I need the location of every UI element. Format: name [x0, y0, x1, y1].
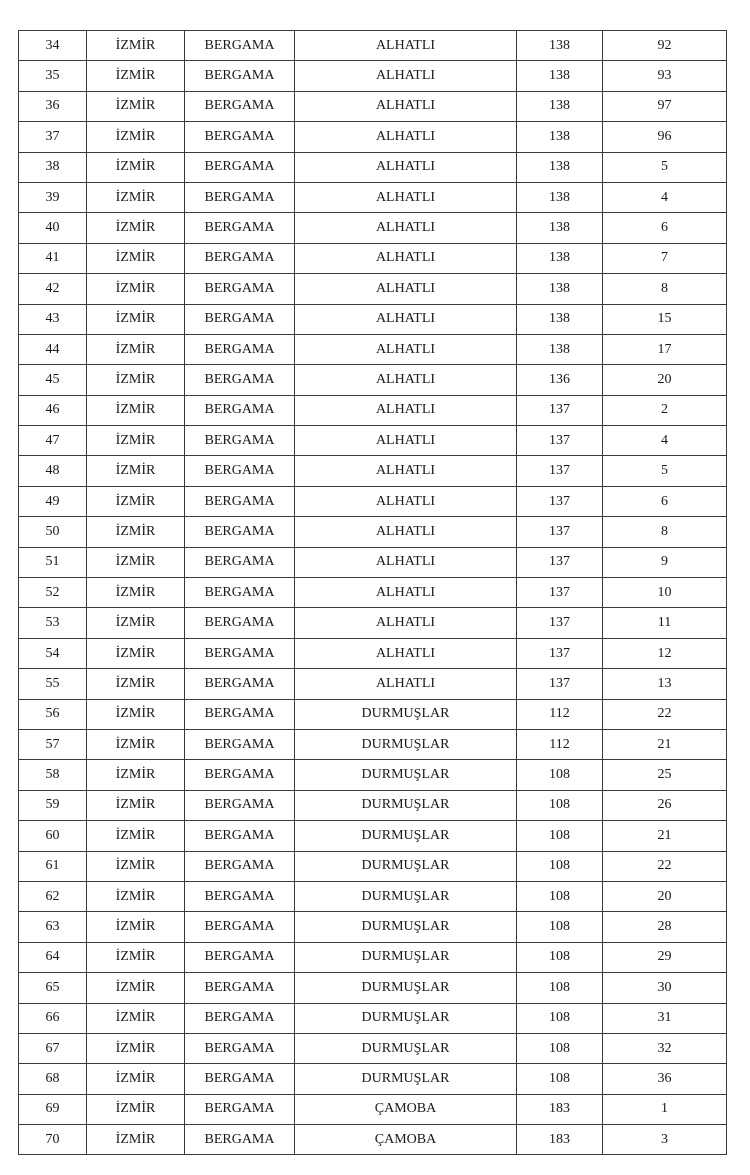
- neighborhood-cell: DURMUŞLAR: [295, 912, 517, 942]
- neighborhood-cell: ALHATLI: [295, 578, 517, 608]
- district-cell: BERGAMA: [185, 1064, 295, 1094]
- table-row: [19, 547, 727, 577]
- province-cell: İZMİR: [87, 486, 185, 516]
- row-number-cell: 47: [19, 426, 87, 456]
- row-number-cell: 36: [19, 91, 87, 121]
- province-cell: İZMİR: [87, 608, 185, 638]
- district-cell: BERGAMA: [185, 334, 295, 364]
- block-number-cell: 137: [517, 426, 603, 456]
- province-cell: İZMİR: [87, 973, 185, 1003]
- district-cell: BERGAMA: [185, 973, 295, 1003]
- row-number-cell: 50: [19, 517, 87, 547]
- row-number-cell: 70: [19, 1125, 87, 1155]
- block-number-cell: 108: [517, 821, 603, 851]
- district-cell: BERGAMA: [185, 881, 295, 911]
- row-number-cell: 53: [19, 608, 87, 638]
- table-row: [19, 274, 727, 304]
- table-row: [19, 152, 727, 182]
- parcel-number-cell: 36: [603, 1064, 727, 1094]
- district-cell: BERGAMA: [185, 152, 295, 182]
- parcel-number-cell: 4: [603, 426, 727, 456]
- neighborhood-cell: ÇAMOBA: [295, 1125, 517, 1155]
- block-number-cell: 136: [517, 365, 603, 395]
- parcel-number-cell: 26: [603, 790, 727, 820]
- block-number-cell: 138: [517, 152, 603, 182]
- province-cell: İZMİR: [87, 152, 185, 182]
- neighborhood-cell: ÇAMOBA: [295, 1094, 517, 1124]
- parcel-number-cell: 96: [603, 122, 727, 152]
- province-cell: İZMİR: [87, 31, 185, 61]
- neighborhood-cell: ALHATLI: [295, 334, 517, 364]
- district-cell: BERGAMA: [185, 942, 295, 972]
- row-number-cell: 44: [19, 334, 87, 364]
- parcel-number-cell: 7: [603, 243, 727, 273]
- district-cell: BERGAMA: [185, 182, 295, 212]
- parcel-number-cell: 17: [603, 334, 727, 364]
- block-number-cell: 137: [517, 578, 603, 608]
- neighborhood-cell: ALHATLI: [295, 395, 517, 425]
- table-row: [19, 61, 727, 91]
- table-row: [19, 760, 727, 790]
- block-number-cell: 137: [517, 486, 603, 516]
- table-row: [19, 91, 727, 121]
- district-cell: BERGAMA: [185, 578, 295, 608]
- block-number-cell: 108: [517, 851, 603, 881]
- district-cell: BERGAMA: [185, 729, 295, 759]
- table-row: [19, 729, 727, 759]
- row-number-cell: 56: [19, 699, 87, 729]
- row-number-cell: 69: [19, 1094, 87, 1124]
- district-cell: BERGAMA: [185, 426, 295, 456]
- table-row: [19, 365, 727, 395]
- neighborhood-cell: DURMUŞLAR: [295, 699, 517, 729]
- neighborhood-cell: DURMUŞLAR: [295, 1064, 517, 1094]
- district-cell: BERGAMA: [185, 1125, 295, 1155]
- block-number-cell: 108: [517, 942, 603, 972]
- block-number-cell: 137: [517, 638, 603, 668]
- parcel-number-cell: 93: [603, 61, 727, 91]
- parcel-number-cell: 4: [603, 182, 727, 212]
- parcel-number-cell: 20: [603, 365, 727, 395]
- province-cell: İZMİR: [87, 182, 185, 212]
- neighborhood-cell: ALHATLI: [295, 426, 517, 456]
- district-cell: BERGAMA: [185, 851, 295, 881]
- block-number-cell: 137: [517, 517, 603, 547]
- province-cell: İZMİR: [87, 1125, 185, 1155]
- neighborhood-cell: DURMUŞLAR: [295, 851, 517, 881]
- table-row: [19, 1125, 727, 1155]
- province-cell: İZMİR: [87, 213, 185, 243]
- neighborhood-cell: ALHATLI: [295, 517, 517, 547]
- table-row: [19, 578, 727, 608]
- district-cell: BERGAMA: [185, 365, 295, 395]
- row-number-cell: 34: [19, 31, 87, 61]
- neighborhood-cell: ALHATLI: [295, 182, 517, 212]
- table-row: [19, 638, 727, 668]
- table-row: [19, 1033, 727, 1063]
- province-cell: İZMİR: [87, 578, 185, 608]
- block-number-cell: 138: [517, 304, 603, 334]
- neighborhood-cell: ALHATLI: [295, 638, 517, 668]
- parcel-number-cell: 20: [603, 881, 727, 911]
- province-cell: İZMİR: [87, 790, 185, 820]
- block-number-cell: 138: [517, 213, 603, 243]
- neighborhood-cell: DURMUŞLAR: [295, 942, 517, 972]
- district-cell: BERGAMA: [185, 456, 295, 486]
- district-cell: BERGAMA: [185, 517, 295, 547]
- table-row: [19, 912, 727, 942]
- province-cell: İZMİR: [87, 851, 185, 881]
- neighborhood-cell: ALHATLI: [295, 152, 517, 182]
- province-cell: İZMİR: [87, 304, 185, 334]
- block-number-cell: 137: [517, 395, 603, 425]
- province-cell: İZMİR: [87, 395, 185, 425]
- row-number-cell: 49: [19, 486, 87, 516]
- neighborhood-cell: ALHATLI: [295, 213, 517, 243]
- neighborhood-cell: DURMUŞLAR: [295, 729, 517, 759]
- block-number-cell: 137: [517, 456, 603, 486]
- parcel-number-cell: 12: [603, 638, 727, 668]
- parcel-number-cell: 2: [603, 395, 727, 425]
- district-cell: BERGAMA: [185, 122, 295, 152]
- district-cell: BERGAMA: [185, 669, 295, 699]
- block-number-cell: 108: [517, 790, 603, 820]
- block-number-cell: 138: [517, 334, 603, 364]
- block-number-cell: 183: [517, 1094, 603, 1124]
- parcel-number-cell: 9: [603, 547, 727, 577]
- block-number-cell: 138: [517, 122, 603, 152]
- neighborhood-cell: DURMUŞLAR: [295, 760, 517, 790]
- block-number-cell: 112: [517, 729, 603, 759]
- block-number-cell: 137: [517, 669, 603, 699]
- province-cell: İZMİR: [87, 942, 185, 972]
- district-cell: BERGAMA: [185, 61, 295, 91]
- parcel-number-cell: 92: [603, 31, 727, 61]
- province-cell: İZMİR: [87, 1033, 185, 1063]
- parcel-number-cell: 5: [603, 456, 727, 486]
- neighborhood-cell: ALHATLI: [295, 365, 517, 395]
- parcel-number-cell: 97: [603, 91, 727, 121]
- province-cell: İZMİR: [87, 1064, 185, 1094]
- block-number-cell: 108: [517, 973, 603, 1003]
- row-number-cell: 45: [19, 365, 87, 395]
- province-cell: İZMİR: [87, 729, 185, 759]
- neighborhood-cell: ALHATLI: [295, 304, 517, 334]
- row-number-cell: 48: [19, 456, 87, 486]
- province-cell: İZMİR: [87, 91, 185, 121]
- row-number-cell: 67: [19, 1033, 87, 1063]
- parcel-number-cell: 15: [603, 304, 727, 334]
- parcel-number-cell: 8: [603, 274, 727, 304]
- parcel-number-cell: 3: [603, 1125, 727, 1155]
- province-cell: İZMİR: [87, 760, 185, 790]
- neighborhood-cell: ALHATLI: [295, 274, 517, 304]
- block-number-cell: 108: [517, 1003, 603, 1033]
- neighborhood-cell: ALHATLI: [295, 547, 517, 577]
- province-cell: İZMİR: [87, 243, 185, 273]
- row-number-cell: 65: [19, 973, 87, 1003]
- table-row: [19, 395, 727, 425]
- table-row: [19, 31, 727, 61]
- neighborhood-cell: ALHATLI: [295, 608, 517, 638]
- parcel-number-cell: 8: [603, 517, 727, 547]
- block-number-cell: 137: [517, 608, 603, 638]
- row-number-cell: 37: [19, 122, 87, 152]
- province-cell: İZMİR: [87, 365, 185, 395]
- row-number-cell: 42: [19, 274, 87, 304]
- district-cell: BERGAMA: [185, 608, 295, 638]
- table-row: [19, 122, 727, 152]
- neighborhood-cell: ALHATLI: [295, 122, 517, 152]
- parcel-number-cell: 1: [603, 1094, 727, 1124]
- neighborhood-cell: DURMUŞLAR: [295, 821, 517, 851]
- row-number-cell: 68: [19, 1064, 87, 1094]
- row-number-cell: 51: [19, 547, 87, 577]
- province-cell: İZMİR: [87, 456, 185, 486]
- province-cell: İZMİR: [87, 821, 185, 851]
- province-cell: İZMİR: [87, 61, 185, 91]
- table-row: [19, 426, 727, 456]
- table-row: [19, 790, 727, 820]
- parcel-number-cell: 29: [603, 942, 727, 972]
- table-row: [19, 213, 727, 243]
- block-number-cell: 138: [517, 274, 603, 304]
- row-number-cell: 40: [19, 213, 87, 243]
- table-row: [19, 608, 727, 638]
- parcel-number-cell: 6: [603, 486, 727, 516]
- row-number-cell: 43: [19, 304, 87, 334]
- province-cell: İZMİR: [87, 699, 185, 729]
- district-cell: BERGAMA: [185, 91, 295, 121]
- district-cell: BERGAMA: [185, 821, 295, 851]
- row-number-cell: 61: [19, 851, 87, 881]
- district-cell: BERGAMA: [185, 274, 295, 304]
- table-row: [19, 456, 727, 486]
- row-number-cell: 46: [19, 395, 87, 425]
- table-row: [19, 699, 727, 729]
- parcel-number-cell: 21: [603, 729, 727, 759]
- row-number-cell: 60: [19, 821, 87, 851]
- province-cell: İZMİR: [87, 1094, 185, 1124]
- table-row: [19, 821, 727, 851]
- parcel-number-cell: 5: [603, 152, 727, 182]
- table-row: [19, 1094, 727, 1124]
- row-number-cell: 41: [19, 243, 87, 273]
- province-cell: İZMİR: [87, 274, 185, 304]
- row-number-cell: 62: [19, 881, 87, 911]
- table-row: [19, 942, 727, 972]
- district-cell: BERGAMA: [185, 243, 295, 273]
- parcel-number-cell: 32: [603, 1033, 727, 1063]
- neighborhood-cell: ALHATLI: [295, 91, 517, 121]
- district-cell: BERGAMA: [185, 760, 295, 790]
- province-cell: İZMİR: [87, 517, 185, 547]
- block-number-cell: 138: [517, 31, 603, 61]
- row-number-cell: 63: [19, 912, 87, 942]
- row-number-cell: 38: [19, 152, 87, 182]
- table-row: [19, 486, 727, 516]
- province-cell: İZMİR: [87, 1003, 185, 1033]
- province-cell: İZMİR: [87, 881, 185, 911]
- district-cell: BERGAMA: [185, 31, 295, 61]
- table-row: [19, 334, 727, 364]
- parcel-number-cell: 22: [603, 699, 727, 729]
- neighborhood-cell: DURMUŞLAR: [295, 1033, 517, 1063]
- row-number-cell: 35: [19, 61, 87, 91]
- district-cell: BERGAMA: [185, 304, 295, 334]
- parcel-number-cell: 25: [603, 760, 727, 790]
- block-number-cell: 108: [517, 1064, 603, 1094]
- row-number-cell: 59: [19, 790, 87, 820]
- block-number-cell: 138: [517, 243, 603, 273]
- neighborhood-cell: ALHATLI: [295, 243, 517, 273]
- district-cell: BERGAMA: [185, 1003, 295, 1033]
- table-row: [19, 1064, 727, 1094]
- block-number-cell: 138: [517, 61, 603, 91]
- neighborhood-cell: ALHATLI: [295, 456, 517, 486]
- block-number-cell: 138: [517, 91, 603, 121]
- province-cell: İZMİR: [87, 426, 185, 456]
- province-cell: İZMİR: [87, 912, 185, 942]
- parcel-number-cell: 13: [603, 669, 727, 699]
- parcel-number-cell: 21: [603, 821, 727, 851]
- row-number-cell: 39: [19, 182, 87, 212]
- district-cell: BERGAMA: [185, 486, 295, 516]
- parcel-table: [18, 30, 727, 1155]
- neighborhood-cell: ALHATLI: [295, 669, 517, 699]
- neighborhood-cell: DURMUŞLAR: [295, 790, 517, 820]
- parcel-number-cell: 10: [603, 578, 727, 608]
- row-number-cell: 52: [19, 578, 87, 608]
- table-row: [19, 243, 727, 273]
- district-cell: BERGAMA: [185, 790, 295, 820]
- district-cell: BERGAMA: [185, 699, 295, 729]
- block-number-cell: 108: [517, 1033, 603, 1063]
- table-row: [19, 669, 727, 699]
- row-number-cell: 66: [19, 1003, 87, 1033]
- block-number-cell: 138: [517, 182, 603, 212]
- neighborhood-cell: DURMUŞLAR: [295, 973, 517, 1003]
- document-page: [18, 30, 726, 1155]
- table-row: [19, 517, 727, 547]
- parcel-table-body: [19, 31, 727, 1155]
- neighborhood-cell: ALHATLI: [295, 61, 517, 91]
- table-row: [19, 851, 727, 881]
- parcel-number-cell: 30: [603, 973, 727, 1003]
- table-row: [19, 182, 727, 212]
- row-number-cell: 54: [19, 638, 87, 668]
- row-number-cell: 58: [19, 760, 87, 790]
- table-row: [19, 304, 727, 334]
- row-number-cell: 64: [19, 942, 87, 972]
- parcel-number-cell: 22: [603, 851, 727, 881]
- parcel-number-cell: 11: [603, 608, 727, 638]
- district-cell: BERGAMA: [185, 638, 295, 668]
- district-cell: BERGAMA: [185, 395, 295, 425]
- table-row: [19, 881, 727, 911]
- block-number-cell: 108: [517, 760, 603, 790]
- table-row: [19, 973, 727, 1003]
- row-number-cell: 57: [19, 729, 87, 759]
- block-number-cell: 137: [517, 547, 603, 577]
- block-number-cell: 108: [517, 912, 603, 942]
- parcel-number-cell: 6: [603, 213, 727, 243]
- province-cell: İZMİR: [87, 638, 185, 668]
- district-cell: BERGAMA: [185, 1094, 295, 1124]
- district-cell: BERGAMA: [185, 912, 295, 942]
- row-number-cell: 55: [19, 669, 87, 699]
- province-cell: İZMİR: [87, 334, 185, 364]
- province-cell: İZMİR: [87, 669, 185, 699]
- parcel-number-cell: 31: [603, 1003, 727, 1033]
- neighborhood-cell: DURMUŞLAR: [295, 881, 517, 911]
- district-cell: BERGAMA: [185, 1033, 295, 1063]
- parcel-number-cell: 28: [603, 912, 727, 942]
- province-cell: İZMİR: [87, 547, 185, 577]
- block-number-cell: 108: [517, 881, 603, 911]
- neighborhood-cell: ALHATLI: [295, 486, 517, 516]
- province-cell: İZMİR: [87, 122, 185, 152]
- district-cell: BERGAMA: [185, 213, 295, 243]
- district-cell: BERGAMA: [185, 547, 295, 577]
- block-number-cell: 112: [517, 699, 603, 729]
- neighborhood-cell: ALHATLI: [295, 31, 517, 61]
- block-number-cell: 183: [517, 1125, 603, 1155]
- table-row: [19, 1003, 727, 1033]
- neighborhood-cell: DURMUŞLAR: [295, 1003, 517, 1033]
